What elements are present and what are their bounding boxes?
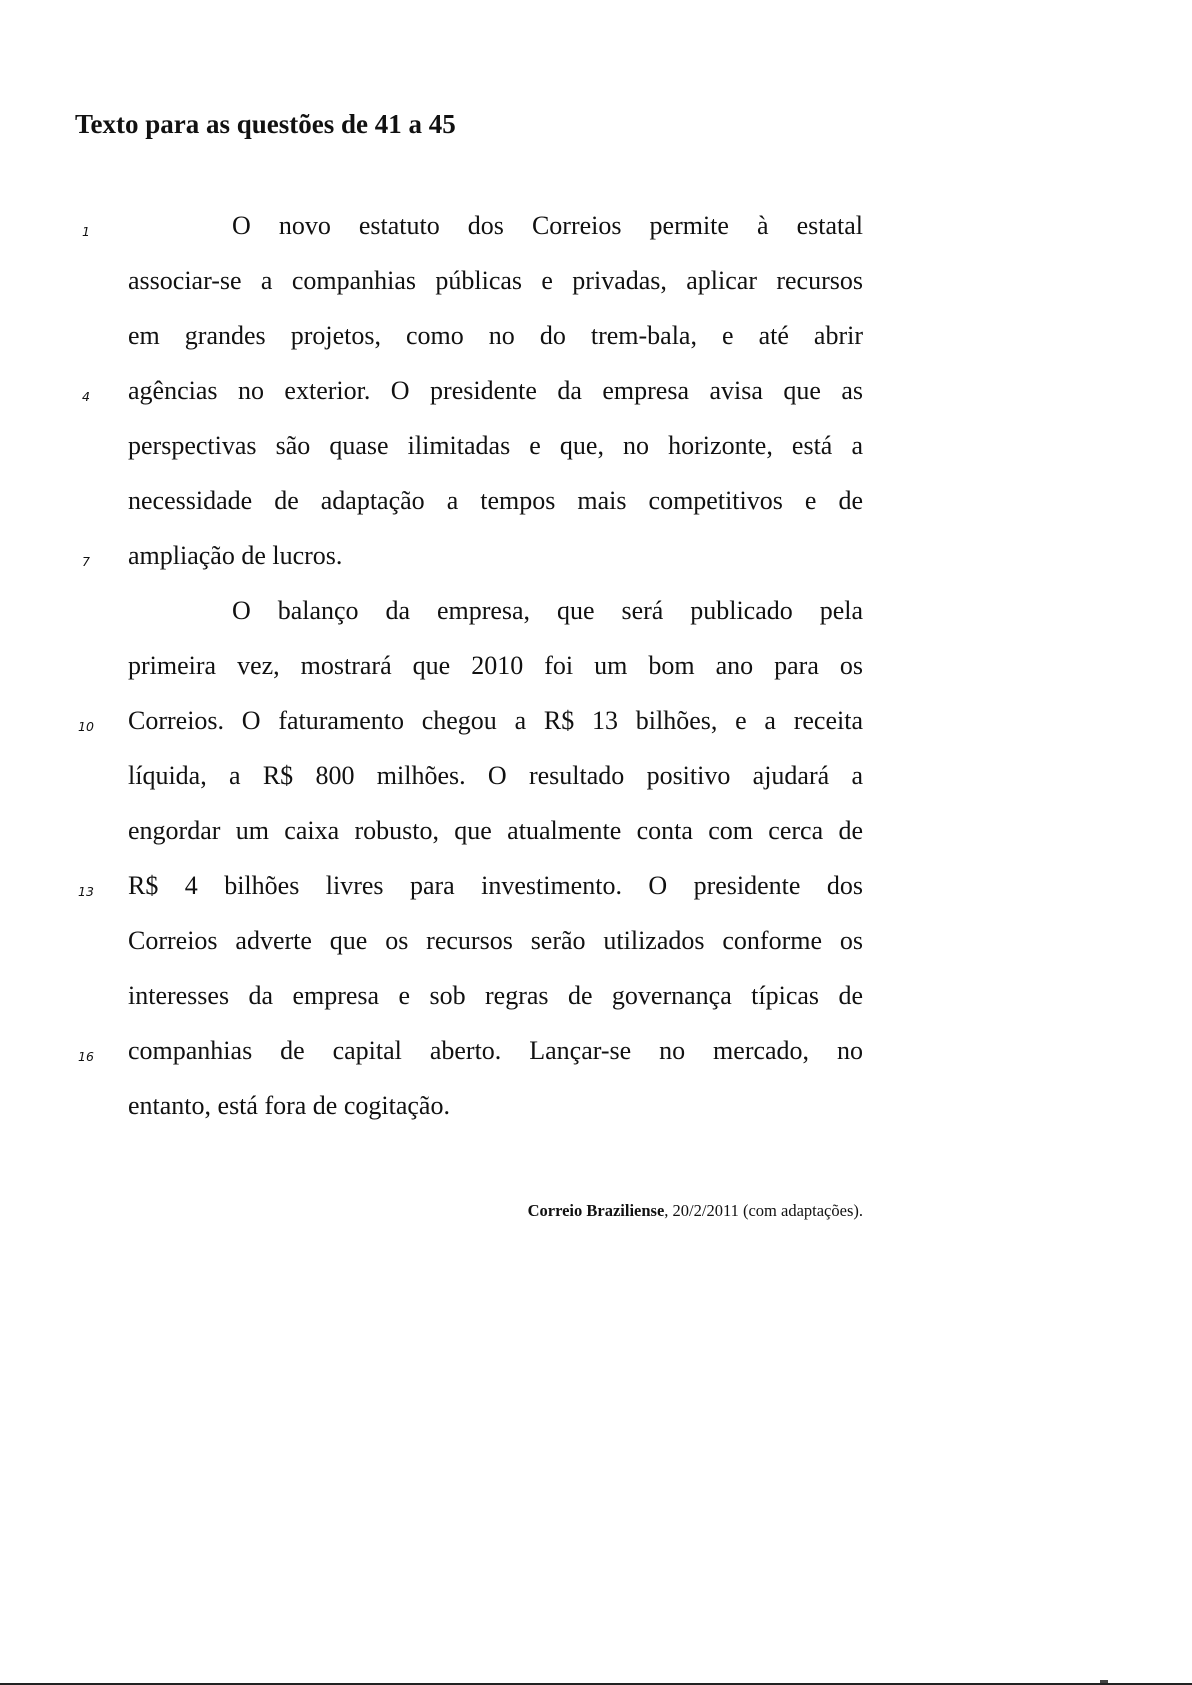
passage-line bbox=[0, 536, 1192, 591]
source-publication: Correio Braziliense bbox=[527, 1201, 665, 1220]
text-passage bbox=[0, 206, 1192, 1141]
line-text: líquida, a R$ 800 milhões. O resultado positivo ajudará a bbox=[128, 761, 863, 790]
line-text: O novo estatuto dos Correios permite à estatal bbox=[232, 211, 863, 240]
source-details: , 20/2/2011 (com adaptações). bbox=[664, 1201, 863, 1220]
source-citation bbox=[528, 1199, 863, 1223]
page-heading: Texto para as questões de 41 a 45 bbox=[75, 109, 456, 139]
passage-line bbox=[0, 646, 1192, 701]
line-text: primeira vez, mostrará que 2010 foi um bom ano para os bbox=[128, 651, 863, 680]
passage-line bbox=[0, 481, 1192, 536]
passage-line bbox=[0, 316, 1192, 371]
line-text: Correios adverte que os recursos serão utilizados conforme os bbox=[128, 926, 863, 955]
passage-line bbox=[0, 811, 1192, 866]
line-text: associar-se a companhias públicas e privadas, aplicar recursos bbox=[128, 266, 863, 295]
passage-line bbox=[0, 976, 1192, 1031]
passage-line bbox=[0, 371, 1192, 426]
page-corner-mark bbox=[1100, 1680, 1108, 1683]
line-number: 4 bbox=[82, 389, 90, 404]
passage-line bbox=[0, 591, 1192, 646]
line-text: em grandes projetos, como no do trem-bala, e até abrir bbox=[128, 321, 863, 350]
line-text: necessidade de adaptação a tempos mais competitivos e de bbox=[128, 486, 863, 515]
passage-line bbox=[0, 1086, 1192, 1141]
passage-line bbox=[0, 1031, 1192, 1086]
line-text: ampliação de lucros. bbox=[128, 541, 343, 570]
passage-line bbox=[0, 261, 1192, 316]
line-text: interesses da empresa e sob regras de governança típicas de bbox=[128, 981, 863, 1010]
passage-line bbox=[0, 866, 1192, 921]
line-text: entanto, está fora de cogitação. bbox=[128, 1091, 450, 1120]
passage-line bbox=[0, 206, 1192, 261]
passage-line bbox=[0, 701, 1192, 756]
line-text: agências no exterior. O presidente da empresa avisa que as bbox=[128, 376, 863, 405]
line-text: perspectivas são quase ilimitadas e que, no horizonte, está a bbox=[128, 431, 863, 460]
passage-line bbox=[0, 921, 1192, 976]
line-number: 16 bbox=[78, 1049, 94, 1064]
line-text: R$ 4 bilhões livres para investimento. O presidente dos bbox=[128, 871, 863, 900]
line-text: companhias de capital aberto. Lançar-se no mercado, no bbox=[128, 1036, 863, 1065]
passage-line bbox=[0, 426, 1192, 481]
line-number: 1 bbox=[82, 224, 90, 239]
line-text: engordar um caixa robusto, que atualmente conta com cerca de bbox=[128, 816, 863, 845]
line-text: Correios. O faturamento chegou a R$ 13 bilhões, e a receita bbox=[128, 706, 863, 735]
line-number: 13 bbox=[78, 884, 94, 899]
passage-line bbox=[0, 756, 1192, 811]
line-text: O balanço da empresa, que será publicado pela bbox=[232, 596, 863, 625]
line-number: 7 bbox=[82, 554, 90, 569]
line-number: 10 bbox=[78, 719, 94, 734]
